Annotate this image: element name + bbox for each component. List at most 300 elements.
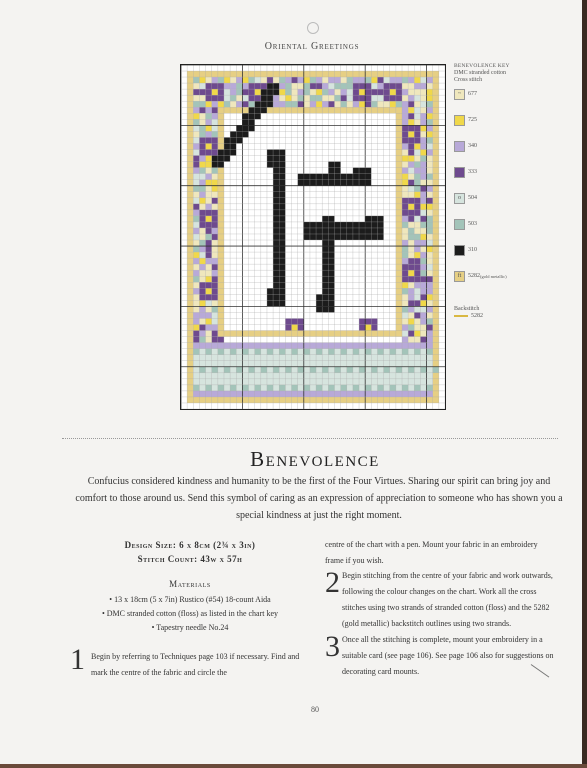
border-stitch — [414, 288, 420, 294]
border-stitch — [199, 168, 205, 174]
border-stitch — [212, 204, 218, 210]
band-stitch — [316, 349, 322, 355]
border-stitch — [414, 240, 420, 246]
border-stitch — [310, 77, 316, 83]
border-stitch — [212, 276, 218, 282]
band-stitch — [334, 367, 340, 373]
border-stitch — [199, 306, 205, 312]
border-stitch — [206, 180, 212, 186]
border-stitch — [427, 137, 433, 143]
page-title: Benevolence — [250, 447, 380, 471]
border-stitch — [334, 83, 340, 89]
band-stitch — [402, 349, 408, 355]
border-stitch — [285, 101, 291, 107]
band-stitch — [390, 385, 396, 391]
border-stitch — [371, 83, 377, 89]
border-stitch — [206, 337, 212, 343]
backstitch-code: 5282 — [471, 313, 483, 319]
border-stitch — [242, 83, 248, 89]
border-stitch — [279, 89, 285, 95]
border-stitch — [420, 252, 426, 258]
border-stitch — [402, 119, 408, 125]
border-stitch — [420, 119, 426, 125]
border-stitch — [420, 258, 426, 264]
border-stitch — [193, 125, 199, 131]
border-stitch — [427, 77, 433, 83]
border-stitch — [414, 216, 420, 222]
character-stroke — [353, 168, 371, 186]
border-stitch — [193, 312, 199, 318]
border-stitch — [408, 306, 414, 312]
border-stitch — [193, 258, 199, 264]
border-stitch — [390, 77, 396, 83]
border-stitch — [322, 77, 328, 83]
border-stitch — [193, 149, 199, 155]
border-stitch — [212, 131, 218, 137]
border-stitch — [236, 89, 242, 95]
border-stitch — [322, 83, 328, 89]
border-stitch — [212, 174, 218, 180]
border-stitch — [199, 331, 205, 337]
step-number: 1 — [70, 643, 85, 676]
border-stitch — [193, 300, 199, 306]
step-number: 3 — [325, 630, 340, 664]
border-stitch — [206, 246, 212, 252]
border-stitch — [408, 83, 414, 89]
border-stitch — [292, 83, 298, 89]
border-stitch — [420, 143, 426, 149]
border-stitch — [193, 282, 199, 288]
border-stitch — [199, 300, 205, 306]
border-stitch — [347, 77, 353, 83]
border-stitch — [273, 101, 279, 107]
border-stitch — [420, 131, 426, 137]
border-stitch — [427, 95, 433, 101]
key-item — [454, 191, 477, 205]
divider — [62, 438, 558, 439]
border-stitch — [420, 89, 426, 95]
border-stitch — [341, 89, 347, 95]
border-stitch — [279, 77, 285, 83]
band-stitch — [193, 349, 199, 355]
border-stitch — [193, 77, 199, 83]
band-stitch — [420, 367, 426, 373]
border-stitch — [420, 325, 426, 331]
key-item — [454, 217, 477, 231]
border-stitch — [427, 282, 433, 288]
border-stitch — [377, 77, 383, 83]
border-stitch — [427, 276, 433, 282]
border-stitch — [402, 156, 408, 162]
border-stitch — [402, 180, 408, 186]
border-stitch — [414, 234, 420, 240]
border-stitch — [193, 83, 199, 89]
border-stitch — [408, 234, 414, 240]
materials-heading: Materials — [169, 579, 211, 589]
border-stitch — [206, 131, 212, 137]
border-stitch — [193, 95, 199, 101]
intro-text: Confucius considered kindness and humanity to be the first of the Four Virtues. Sharing our spirit can bring joy and comfort to those around us. Send this symbol of caring as an expression of appreciation to someone who has shown you a special kindness at just the right moment. — [75, 476, 563, 521]
border-stitch — [427, 168, 433, 174]
border-stitch — [414, 258, 420, 264]
border-stitch — [402, 240, 408, 246]
border-stitch — [408, 168, 414, 174]
border-stitch — [199, 192, 205, 198]
border-stitch — [420, 77, 426, 83]
border-stitch — [402, 318, 408, 324]
band-stitch — [304, 385, 310, 391]
border-stitch — [199, 228, 205, 234]
band-stitch — [341, 385, 347, 391]
border-stitch — [347, 89, 353, 95]
border-stitch — [420, 180, 426, 186]
border-gold — [187, 71, 193, 403]
border-stitch — [414, 119, 420, 125]
border-stitch — [420, 168, 426, 174]
border-stitch — [408, 156, 414, 162]
border-stitch — [427, 288, 433, 294]
swatch-icon — [454, 245, 465, 256]
border-stitch — [408, 331, 414, 337]
border-stitch — [408, 240, 414, 246]
border-stitch — [292, 95, 298, 101]
border-stitch — [427, 312, 433, 318]
flower-centre — [292, 325, 298, 331]
border-stitch — [212, 240, 218, 246]
band-stitch — [408, 367, 414, 373]
border-stitch — [402, 143, 408, 149]
key-item — [454, 269, 507, 283]
backstitch-label: Backstitch — [454, 306, 480, 312]
flower-centre — [408, 131, 414, 137]
border-stitch — [328, 101, 334, 107]
step-number: 2 — [325, 566, 340, 600]
border-stitch — [199, 234, 205, 240]
border-stitch — [414, 306, 420, 312]
band-stitch — [206, 349, 212, 355]
border-stitch — [206, 107, 212, 113]
border-stitch — [255, 77, 261, 83]
border-stitch — [322, 101, 328, 107]
border-stitch — [384, 101, 390, 107]
border-stitch — [199, 270, 205, 276]
border-stitch — [334, 89, 340, 95]
border-stitch — [242, 101, 248, 107]
swatch-icon — [454, 219, 465, 230]
border-stitch — [414, 294, 420, 300]
border-stitch — [193, 276, 199, 282]
border-stitch — [212, 198, 218, 204]
border-stitch — [199, 89, 205, 95]
border-stitch — [334, 77, 340, 83]
border-stitch — [236, 77, 242, 83]
border-stitch — [193, 216, 199, 222]
border-stitch — [193, 210, 199, 216]
border-stitch — [224, 77, 230, 83]
border-stitch — [199, 113, 205, 119]
border-stitch — [402, 312, 408, 318]
border-stitch — [408, 101, 414, 107]
band-stitch — [377, 349, 383, 355]
border-stitch — [304, 89, 310, 95]
border-stitch — [427, 294, 433, 300]
border-stitch — [341, 101, 347, 107]
border-stitch — [408, 174, 414, 180]
page-number: 80 — [311, 705, 319, 714]
border-stitch — [212, 192, 218, 198]
border-stitch — [427, 270, 433, 276]
border-stitch — [206, 113, 212, 119]
border-stitch — [402, 252, 408, 258]
border-stitch — [427, 325, 433, 331]
band-stitch — [396, 367, 402, 373]
border-stitch — [408, 192, 414, 198]
border-stitch — [420, 83, 426, 89]
band-stitch — [212, 367, 218, 373]
border-stitch — [193, 234, 199, 240]
border-stitch — [206, 168, 212, 174]
border-stitch — [199, 276, 205, 282]
band-stitch — [341, 349, 347, 355]
border-stitch — [420, 331, 426, 337]
chart-grid — [181, 65, 445, 409]
flower-centre — [408, 270, 414, 276]
border-stitch — [414, 186, 420, 192]
border-stitch — [285, 83, 291, 89]
border-stitch — [298, 95, 304, 101]
border-stitch — [414, 222, 420, 228]
border-stitch — [402, 300, 408, 306]
border-stitch — [334, 95, 340, 101]
band-stitch — [273, 367, 279, 373]
materials-list — [70, 593, 310, 635]
border-stitch — [328, 89, 334, 95]
border-stitch — [408, 180, 414, 186]
border-stitch — [193, 162, 199, 168]
page-bottom-edge — [0, 764, 587, 768]
border-stitch — [193, 325, 199, 331]
border-stitch — [206, 119, 212, 125]
border-stitch — [224, 83, 230, 89]
border-stitch — [353, 77, 359, 83]
border-stitch — [427, 83, 433, 89]
border-stitch — [212, 119, 218, 125]
border-stitch — [316, 95, 322, 101]
step-1 — [70, 643, 310, 681]
band-stitch — [292, 349, 298, 355]
border-stitch — [347, 101, 353, 107]
band-stitch — [242, 385, 248, 391]
key-item — [454, 139, 477, 153]
border-stitch — [273, 95, 279, 101]
border-stitch — [212, 125, 218, 131]
border-stitch — [236, 95, 242, 101]
border-stitch — [199, 246, 205, 252]
border-stitch — [212, 246, 218, 252]
border-stitch — [285, 95, 291, 101]
border-stitch — [199, 198, 205, 204]
border-stitch — [353, 101, 359, 107]
border-stitch — [206, 300, 212, 306]
border-stitch — [322, 95, 328, 101]
border-stitch — [310, 83, 316, 89]
border-stitch — [206, 325, 212, 331]
border-stitch — [427, 156, 433, 162]
border-stitch — [408, 216, 414, 222]
border-stitch — [408, 258, 414, 264]
border-stitch — [427, 89, 433, 95]
border-stitch — [427, 234, 433, 240]
border-stitch — [193, 198, 199, 204]
flower-centre — [408, 204, 414, 210]
key-code: 725 — [468, 116, 477, 123]
border-stitch — [212, 252, 218, 258]
band-stitch — [206, 385, 212, 391]
border-stitch — [310, 101, 316, 107]
border-stitch — [292, 89, 298, 95]
border-stitch — [396, 77, 402, 83]
key-item — [454, 87, 477, 101]
band-stitch — [402, 385, 408, 391]
border-stitch — [193, 264, 199, 270]
key-subtitle: DMC stranded cotton — [454, 70, 506, 76]
border-stitch — [420, 222, 426, 228]
border-stitch — [193, 252, 199, 258]
border-stitch — [408, 149, 414, 155]
border-stitch — [298, 89, 304, 95]
border-stitch — [402, 258, 408, 264]
border-stitch — [420, 216, 426, 222]
border-stitch — [310, 95, 316, 101]
border-stitch — [206, 77, 212, 83]
swatch-icon — [454, 115, 465, 126]
border-stitch — [414, 143, 420, 149]
border-stitch — [212, 228, 218, 234]
cross-stitch-chart — [180, 64, 446, 410]
border-stitch — [371, 77, 377, 83]
band-stitch — [267, 349, 273, 355]
swatch-icon — [454, 167, 465, 178]
border-stitch — [310, 89, 316, 95]
border-stitch — [414, 325, 420, 331]
border-stitch — [193, 246, 199, 252]
swatch-icon: ~ — [454, 89, 465, 100]
border-stitch — [414, 282, 420, 288]
border-stitch — [316, 83, 322, 89]
border-stitch — [212, 264, 218, 270]
border-stitch — [427, 222, 433, 228]
border-stitch — [193, 107, 199, 113]
border-stitch — [212, 101, 218, 107]
border-stitch — [427, 131, 433, 137]
border-stitch — [230, 95, 236, 101]
border-stitch — [193, 192, 199, 198]
border-stitch — [408, 89, 414, 95]
border-stitch — [230, 89, 236, 95]
border-stitch — [414, 149, 420, 155]
border-stitch — [347, 83, 353, 89]
border-stitch — [193, 288, 199, 294]
border-stitch — [206, 228, 212, 234]
key-item — [454, 243, 477, 257]
border-stitch — [377, 101, 383, 107]
band-stitch — [384, 367, 390, 373]
band-stitch — [261, 367, 267, 373]
border-stitch — [279, 101, 285, 107]
border-stitch — [408, 318, 414, 324]
border-stitch — [212, 168, 218, 174]
border-stitch — [427, 149, 433, 155]
border-stitch — [402, 337, 408, 343]
border-stitch — [420, 288, 426, 294]
key-code: 340 — [468, 142, 477, 149]
border-stitch — [427, 228, 433, 234]
border-stitch — [414, 162, 420, 168]
border-stitch — [427, 198, 433, 204]
band-stitch — [377, 385, 383, 391]
border-stitch — [193, 113, 199, 119]
band-stitch — [371, 367, 377, 373]
border-stitch — [328, 83, 334, 89]
border-stitch — [420, 210, 426, 216]
border-stitch — [193, 119, 199, 125]
key-code: 503 — [468, 220, 477, 227]
band-stitch — [328, 385, 334, 391]
border-stitch — [193, 101, 199, 107]
border-stitch — [377, 89, 383, 95]
border-stitch — [334, 101, 340, 107]
flower-centre — [206, 143, 212, 149]
border-stitch — [402, 113, 408, 119]
key-note: (gold metallic) — [480, 273, 507, 279]
border-stitch — [427, 192, 433, 198]
border-stitch — [224, 101, 230, 107]
border-stitch — [408, 246, 414, 252]
border-stitch — [298, 101, 304, 107]
border-stitch — [420, 95, 426, 101]
band-stitch — [427, 385, 433, 391]
border-stitch — [402, 192, 408, 198]
border-stitch — [427, 240, 433, 246]
band-stitch — [390, 349, 396, 355]
border-stitch — [402, 222, 408, 228]
border-stitch — [212, 300, 218, 306]
border-stitch — [402, 216, 408, 222]
border-stitch — [414, 192, 420, 198]
border-stitch — [199, 258, 205, 264]
border-stitch — [365, 77, 371, 83]
border-stitch — [427, 216, 433, 222]
band-stitch — [279, 385, 285, 391]
border-stitch — [206, 156, 212, 162]
border-stitch — [402, 168, 408, 174]
border-stitch — [242, 95, 248, 101]
border-stitch — [193, 137, 199, 143]
border-stitch — [427, 318, 433, 324]
key-code: 310 — [468, 246, 477, 253]
border-stitch — [420, 240, 426, 246]
border-stitch — [206, 258, 212, 264]
border-stitch — [206, 174, 212, 180]
border-stitch — [420, 264, 426, 270]
border-stitch — [230, 101, 236, 107]
border-stitch — [414, 95, 420, 101]
border-stitch — [427, 186, 433, 192]
border-stitch — [199, 83, 205, 89]
key-code: 677 — [468, 90, 477, 97]
border-stitch — [420, 300, 426, 306]
border-stitch — [408, 325, 414, 331]
